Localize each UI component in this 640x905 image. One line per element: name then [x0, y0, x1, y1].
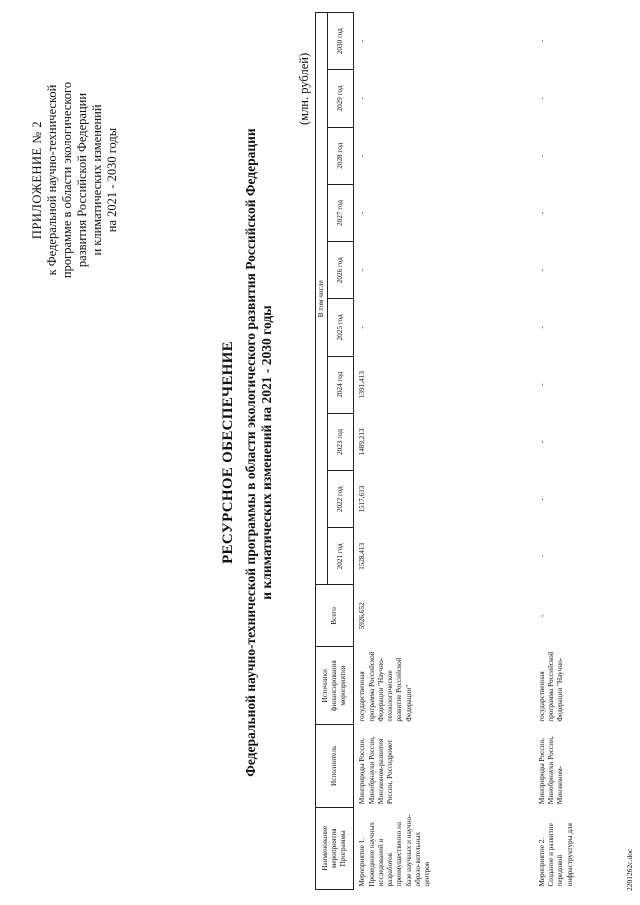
- cell-year-value: -: [537, 40, 546, 43]
- cell-year-value: 1528,413: [354, 528, 534, 585]
- appendix-line: на 2021 - 2030 годы: [105, 127, 119, 233]
- cell-executor: Минприроды России, Минобрнауки России, Минэконом-развития России, Росгидромет: [354, 725, 534, 807]
- appendix-block: [30, 15, 120, 345]
- unit-label: (млн. рублей): [297, 52, 311, 125]
- header-year: 2030 год: [328, 13, 354, 70]
- table-row: [534, 13, 577, 890]
- cell-year-value: 1489,213: [354, 413, 534, 470]
- cell-year-value: -: [537, 97, 546, 100]
- header-year: 2027 год: [328, 184, 354, 241]
- header-source: Источники финансирования мероприятия: [316, 647, 354, 725]
- cell-source: государственная программа Российской Федерации "Научно-: [537, 651, 565, 722]
- cell-year-value: -: [537, 211, 546, 215]
- header-including: В том числе: [316, 13, 328, 586]
- cell-year-value: -: [537, 154, 546, 157]
- cell-year-value: 1391,413: [354, 356, 534, 413]
- appendix-number: ПРИЛОЖЕНИЕ № 2: [30, 120, 44, 240]
- header-total: Всего: [316, 585, 354, 647]
- cell-year-value: -: [354, 70, 534, 127]
- header-year: 2026 год: [328, 242, 354, 299]
- cell-year-value: -: [354, 184, 534, 241]
- document-subtitle-line-2: и климатических изменений на 2021 - 2030 годы: [259, 305, 274, 600]
- file-name-footer: 2201262c.doc: [625, 848, 634, 891]
- appendix-line: к Федеральной научно-технической: [45, 84, 59, 276]
- document-title: РЕСУРСНОЕ ОБЕСПЕЧЕНИЕ: [220, 341, 236, 564]
- appendix-line: развития Российской Федерации: [75, 92, 89, 268]
- cell-year-value: -: [537, 269, 546, 272]
- header-year: 2028 год: [328, 127, 354, 184]
- cell-year-value: 1517,613: [354, 471, 534, 528]
- header-year: 2024 год: [328, 356, 354, 413]
- cell-year-value: -: [354, 127, 534, 184]
- cell-total: 5926,652: [354, 585, 534, 647]
- resource-table: [315, 12, 577, 890]
- header-year: 2022 год: [328, 471, 354, 528]
- header-year: 2021 год: [328, 528, 354, 585]
- header-name: Наименование мероприятия Программы: [316, 807, 354, 889]
- header-executor: Исполнитель: [316, 725, 354, 807]
- cell-year-value: -: [354, 299, 534, 356]
- header-year: 2023 год: [328, 413, 354, 470]
- header-year: 2025 год: [328, 299, 354, 356]
- document-subtitle-line-1: Федеральной научно-технической программы в области экологического развития Российской Федерации: [243, 128, 258, 777]
- header-year: 2029 год: [328, 70, 354, 127]
- cell-name: Мероприятие 1. Проведение научных исследований и разработок преимущественно на базе научных и научно-образо-вательных центров: [354, 807, 534, 889]
- appendix-line: и климатических изменений: [90, 104, 104, 256]
- cell-year-value: -: [537, 440, 546, 444]
- cell-year-value: -: [537, 383, 546, 386]
- cell-name: Мероприятие 2. Создание и развитие передовой инфраструктуры для: [537, 823, 574, 887]
- cell-executor: Минприроды России, Минобрнауки России, Минэконом-: [537, 736, 565, 805]
- cell-year-value: -: [354, 13, 534, 70]
- cell-source: государственная программа Российской Федерации "Научно-технологическое развитие Российской Федерации": [354, 647, 534, 725]
- table-row: [354, 13, 534, 890]
- cell-total: -: [537, 614, 546, 618]
- cell-year-value: -: [537, 326, 546, 329]
- cell-year-value: -: [537, 497, 546, 501]
- cell-year-value: -: [537, 555, 546, 558]
- cell-year-value: -: [354, 242, 534, 299]
- appendix-line: программе в области экологического: [60, 81, 74, 279]
